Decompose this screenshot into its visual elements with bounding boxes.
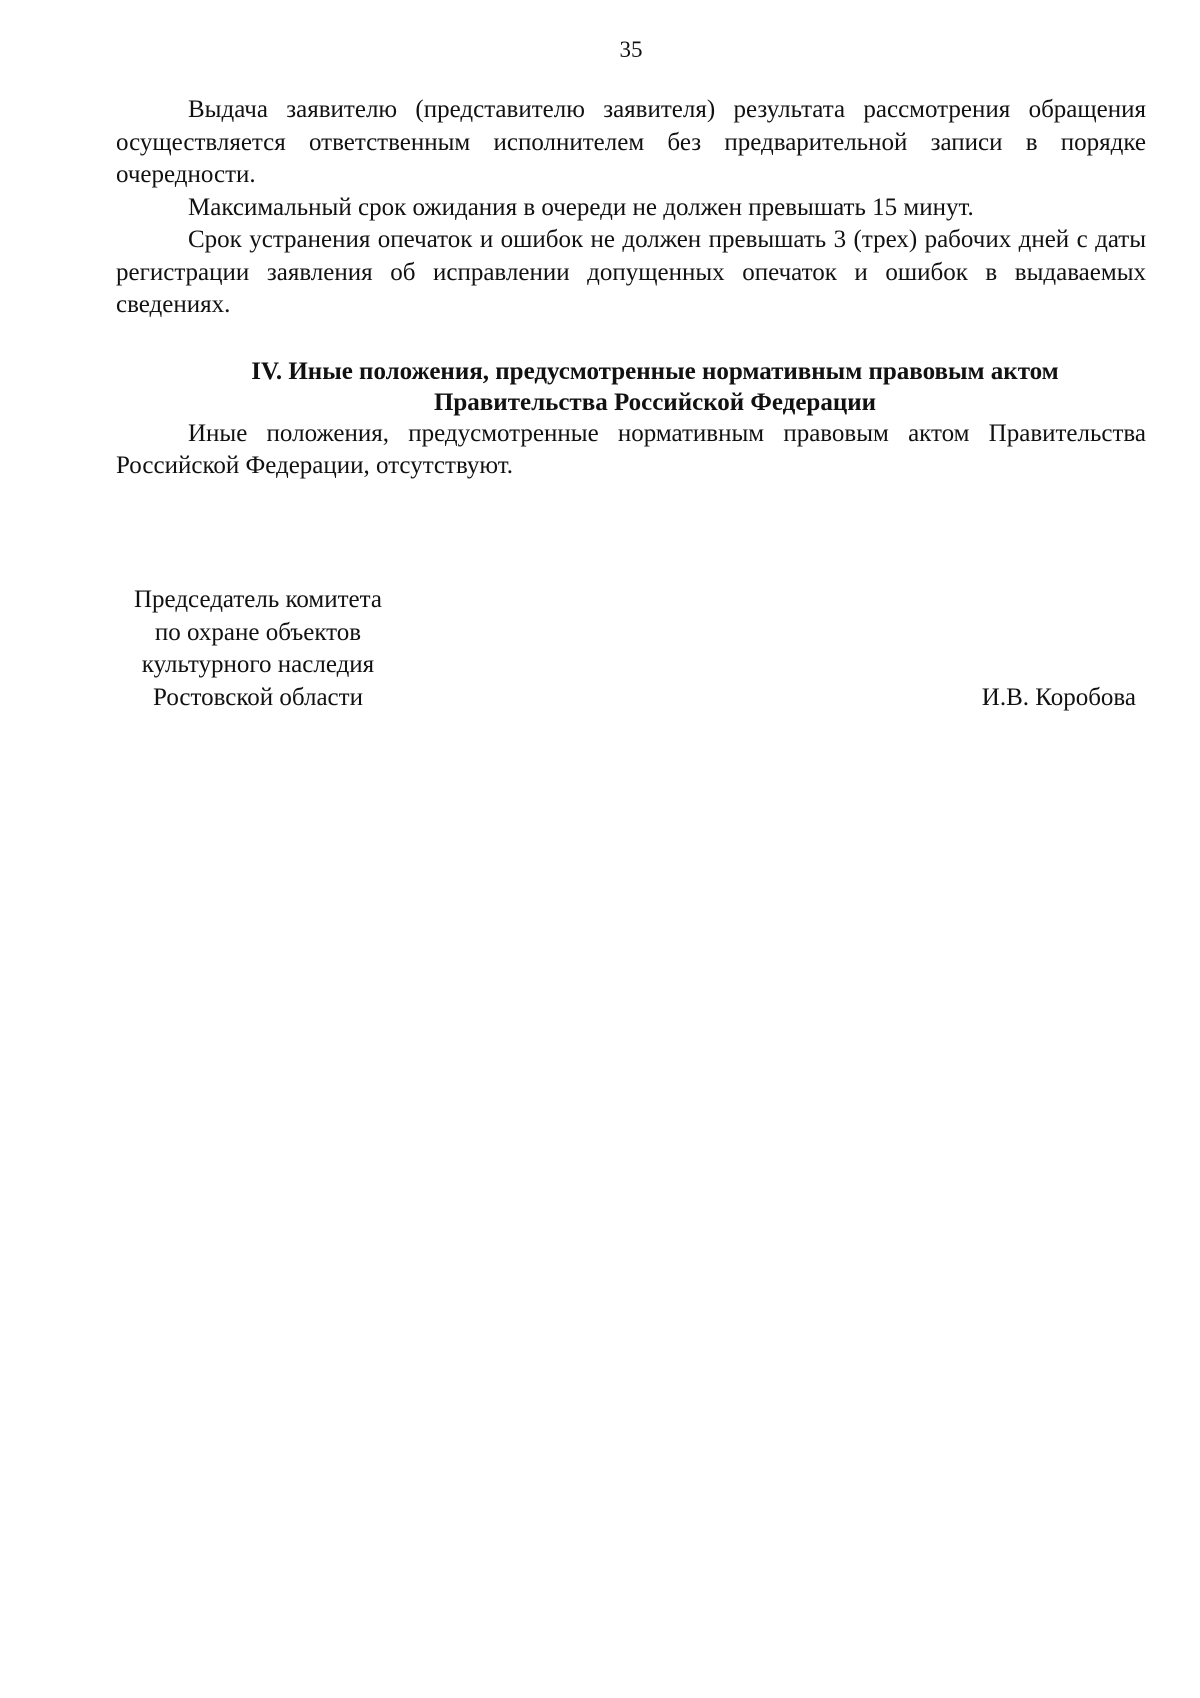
paragraph-error-correction: Срок устранения опечаток и ошибок не должен превышать 3 (трех) рабочих дней с даты регистрации заявления об исправлении допущенных опечаток и ошибок в выдаваемых сведениях.: [116, 226, 1146, 318]
paragraph-result-issuance: Выдача заявителю (представителю заявителя) результата рассмотрения обращения осуществляется ответственным исполнителем без предварительной записи в порядке очередности.: [116, 96, 1146, 188]
signatory-position-line-1: Председатель комитета: [134, 586, 382, 613]
page-number: 35: [619, 37, 643, 62]
paragraph-other-provisions: Иные положения, предусмотренные нормативным правовым актом Правительства Российской Федерации, отсутствуют.: [116, 419, 1146, 479]
section-heading-line-2: Правительства Российской Федерации: [433, 388, 877, 416]
signatory-position-line-2: по охране объектов: [154, 618, 362, 646]
signatory-position: [116, 584, 400, 714]
signatory-name: И.В. Коробова: [981, 683, 1136, 711]
section-heading: [116, 356, 1146, 418]
signatory-position-line-4: Ростовской области: [153, 683, 363, 711]
signatory-position-line-3: культурного наследия: [141, 651, 375, 678]
signature-block: [116, 584, 1136, 714]
section-heading-line-1: IV. Иные положения, предусмотренные нормативным правовым актом: [251, 357, 1059, 385]
document-body: [116, 94, 1146, 483]
paragraph-queue-time: Максимальный срок ожидания в очереди не должен превышать 15 минут.: [188, 193, 974, 221]
